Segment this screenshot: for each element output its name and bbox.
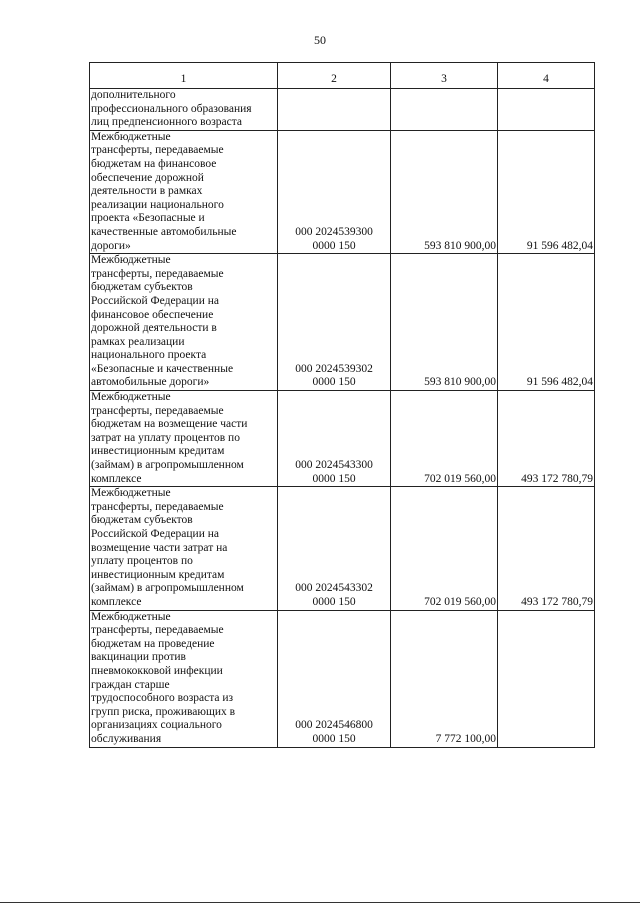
row-code-cell bbox=[278, 130, 391, 253]
row-value-col4: 493 172 780,79 bbox=[498, 487, 595, 610]
row-value-col4 bbox=[498, 89, 595, 131]
row-value-col3: 593 810 900,00 bbox=[391, 254, 498, 391]
row-description-cell bbox=[90, 89, 278, 131]
column-header: 4 bbox=[498, 63, 595, 89]
table-row bbox=[90, 391, 595, 487]
row-value-col4: 91 596 482,04 bbox=[498, 130, 595, 253]
row-code-cell bbox=[278, 487, 391, 610]
table-row bbox=[90, 254, 595, 391]
table-row bbox=[90, 487, 595, 610]
table-row bbox=[90, 130, 595, 253]
row-value-col3: 702 019 560,00 bbox=[391, 487, 498, 610]
row-description: дополнительного профессионального образования лиц предпенсионного возраста bbox=[91, 89, 252, 129]
row-description-cell bbox=[90, 610, 278, 747]
row-budget-code: 000 2024539300 0000 150 bbox=[295, 225, 373, 252]
row-code-cell bbox=[278, 89, 391, 131]
row-budget-code: 000 2024543300 0000 150 bbox=[295, 459, 373, 485]
column-header: 1 bbox=[90, 63, 278, 89]
row-code-cell bbox=[278, 254, 391, 391]
row-value-col3: 702 019 560,00 bbox=[391, 391, 498, 487]
table-row bbox=[90, 89, 595, 131]
row-description-cell bbox=[90, 130, 278, 253]
row-description-cell bbox=[90, 391, 278, 487]
row-description: Межбюджетные трансферты, передаваемые бюджетам на финансовое обеспечение дорожной деятельности в рамках реализации национального проекта «Безопасные и качественные автомобильные дороги» bbox=[91, 130, 237, 252]
row-description: Межбюджетные трансферты, передаваемые бюджетам субъектов Российской Федерации на финансовое обеспечение дорожной деятельности в рамках реализации национального проекта «Безопасные и качественные автомобильные дороги» bbox=[91, 254, 234, 389]
row-budget-code: 000 2024543302 0000 150 bbox=[295, 582, 373, 608]
row-description-cell bbox=[90, 487, 278, 610]
row-value-col4: 91 596 482,04 bbox=[498, 254, 595, 391]
column-header: 3 bbox=[391, 63, 498, 89]
budget-table bbox=[89, 62, 595, 748]
page-number: 50 bbox=[314, 33, 326, 47]
table-header-row bbox=[90, 63, 595, 89]
table-row bbox=[90, 610, 595, 747]
row-value-col3 bbox=[391, 89, 498, 131]
row-code-cell bbox=[278, 610, 391, 747]
row-value-col4: 493 172 780,79 bbox=[498, 391, 595, 487]
row-description: Межбюджетные трансферты, передаваемые бюджетам на возмещение части затрат на уплату процентов по инвестиционным кредитам (займам) в агропромышленном комплексе bbox=[91, 391, 248, 485]
row-budget-code: 000 2024539302 0000 150 bbox=[295, 362, 373, 389]
page-bottom-rule bbox=[0, 902, 640, 903]
column-header: 2 bbox=[278, 63, 391, 89]
row-description: Межбюджетные трансферты, передаваемые бюджетам субъектов Российской Федерации на возмещение части затрат на уплату процентов по инвестиционным кредитам (займам) в агропромышленном комплексе bbox=[91, 487, 244, 608]
row-description: Межбюджетные трансферты, передаваемые бюджетам на проведение вакцинации против пневмококковой инфекции граждан старше трудоспособного возраста из групп риска, проживающих в организациях социального обслуживания bbox=[91, 610, 236, 745]
row-value-col3: 7 772 100,00 bbox=[391, 610, 498, 747]
row-code-cell bbox=[278, 391, 391, 487]
row-value-col3: 593 810 900,00 bbox=[391, 130, 498, 253]
row-description-cell bbox=[90, 254, 278, 391]
row-budget-code: 000 2024546800 0000 150 bbox=[295, 719, 373, 745]
row-value-col4 bbox=[498, 610, 595, 747]
